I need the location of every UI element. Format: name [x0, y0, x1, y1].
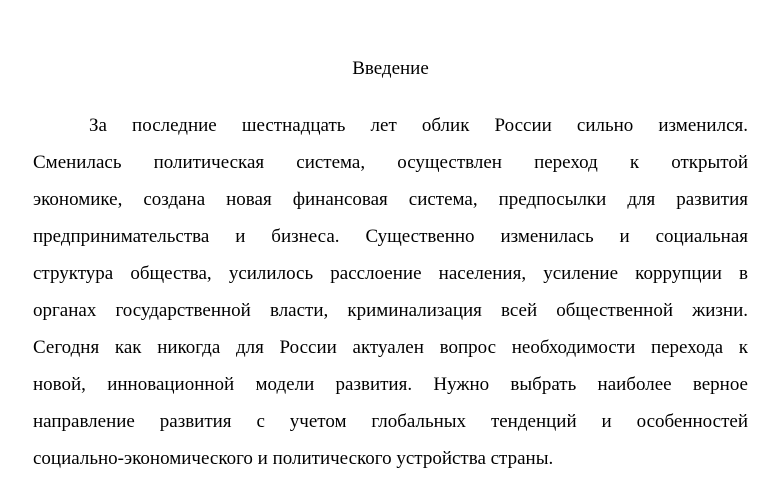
- paragraph-line: Сменилась политическая система, осуществлен переход к открытой: [33, 152, 748, 173]
- paragraph-line: За последние шестнадцать лет облик России сильно изменился.: [89, 115, 748, 136]
- paragraph-line: экономике, создана новая финансовая система, предпосылки для развития: [33, 189, 748, 210]
- document-paragraph: [33, 115, 748, 485]
- document-title: Введение: [352, 58, 429, 79]
- paragraph-line: Сегодня как никогда для России актуален вопрос необходимости перехода к: [33, 337, 748, 358]
- paragraph-line: новой, инновационной модели развития. Нужно выбрать наиболее верное: [33, 374, 748, 395]
- paragraph-line: социально-экономического и политического устройства страны.: [33, 448, 554, 469]
- paragraph-line: направление развития с учетом глобальных тенденций и особенностей: [33, 411, 748, 432]
- paragraph-line: органах государственной власти, криминализация всей общественной жизни.: [33, 300, 748, 321]
- paragraph-line: структура общества, усилилось расслоение населения, усиление коррупции в: [33, 263, 748, 284]
- paragraph-line: предпринимательства и бизнеса. Существенно изменилась и социальная: [33, 226, 748, 247]
